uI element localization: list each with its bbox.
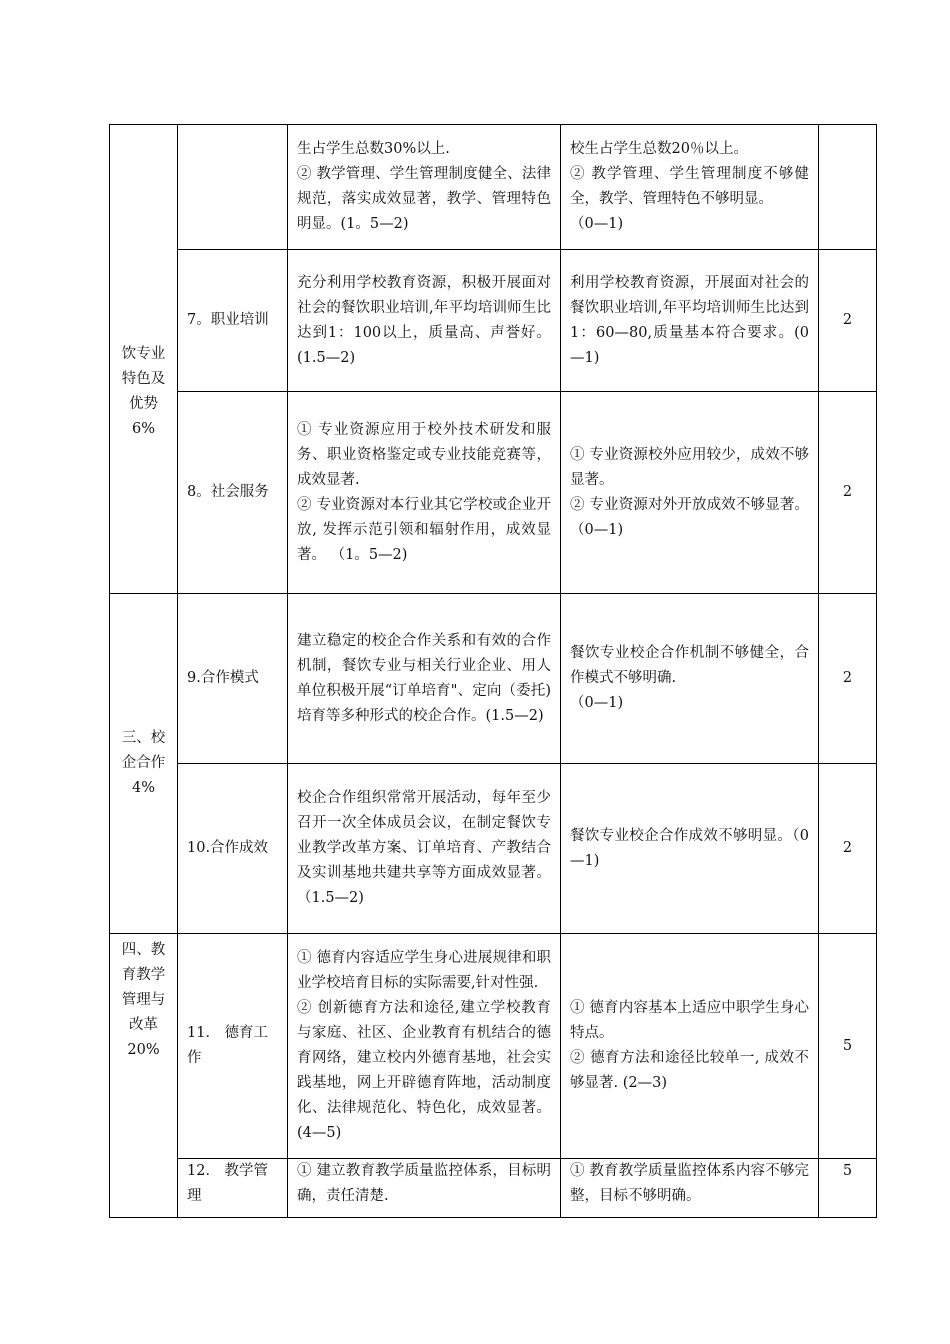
category-cell <box>110 125 178 594</box>
item-cell: 12． 教学管理 <box>178 1159 288 1218</box>
category-cell <box>110 594 178 934</box>
item-cell: 7。职业培训 <box>178 250 288 392</box>
standard-b-cell: 校生占学生总数20％以上。 ② 教学管理、学生管理制度不够健全，教学、管理特色不够明显。 （0—1) <box>561 125 819 250</box>
standard-b-cell: ① 德育内容基本上适应中职学生身心特点。 ② 德育方法和途径比较单一, 成效不够显著. (2—3) <box>561 934 819 1159</box>
standard-a-cell: ① 建立教育教学质量监控体系，目标明确，责任清楚. <box>288 1159 561 1218</box>
table-row <box>110 125 877 250</box>
standard-b-cell: ① 教育教学质量监控体系内容不够完整，目标不够明确。 <box>561 1159 819 1218</box>
item-cell: 10.合作成效 <box>178 764 288 934</box>
evaluation-table <box>109 124 877 1218</box>
score-cell: 2 <box>819 250 877 392</box>
item-cell: 11． 德育工作 <box>178 934 288 1159</box>
table-row <box>110 1159 877 1218</box>
category-label: 三、校 企合作 4% <box>121 730 166 796</box>
standard-a-cell: ① 专业资源应用于校外技术研发和服务、职业资格鉴定或专业技能竞赛等，成效显著. ② 专业资源对本行业其它学校或企业开放, 发挥示范引领和辐射作用，成效显著。 （1。5—2) <box>288 392 561 594</box>
standard-a-cell: 充分利用学校教育资源，积极开展面对社会的餐饮职业培训,年平均培训师生比达到1：100以上，质量高、声誉好。(1.5—2) <box>288 250 561 392</box>
standard-a-cell: 建立稳定的校企合作关系和有效的合作机制，餐饮专业与相关行业企业、用人单位积极开展“订单培育"、定向（委托)培育等多种形式的校企合作。(1.5—2) <box>288 594 561 764</box>
standard-a-cell: ① 德育内容适应学生身心进展规律和职业学校培育目标的实际需要,针对性强. ② 创新德育方法和途径,建立学校教育与家庭、社区、企业教育有机结合的德育网络，建立校内外德育基地，社会实践基地，网上开辟德育阵地，活动制度化、法律规范化、特色化，成效显著。(4—5) <box>288 934 561 1159</box>
table-row <box>110 392 877 594</box>
score-cell: 2 <box>819 392 877 594</box>
standard-b-cell: 餐饮专业校企合作机制不够健全，合作模式不够明确. （0—1) <box>561 594 819 764</box>
standard-a-cell: 生占学生总数30%以上. ② 教学管理、学生管理制度健全、法律规范，落实成效显著，教学、管理特色明显。(1。5—2) <box>288 125 561 250</box>
score-cell: 5 <box>819 1159 877 1218</box>
standard-b-cell: ① 专业资源校外应用较少，成效不够显著。 ② 专业资源对外开放成效不够显著。（0—1) <box>561 392 819 594</box>
item-cell <box>178 125 288 250</box>
category-label: 四、教 育教学 管理与 改革 20% <box>121 942 166 1058</box>
item-cell: 8。社会服务 <box>178 392 288 594</box>
category-cell <box>110 934 178 1218</box>
standard-b-cell: 餐饮专业校企合作成效不够明显。（0—1) <box>561 764 819 934</box>
table-row <box>110 250 877 392</box>
score-cell <box>819 125 877 250</box>
table-row <box>110 594 877 764</box>
table-row <box>110 764 877 934</box>
category-label: 饮专业 特色及 优势 6% <box>121 345 166 437</box>
item-cell: 9.合作模式 <box>178 594 288 764</box>
score-cell: 2 <box>819 594 877 764</box>
standard-b-cell: 利用学校教育资源，开展面对社会的餐饮职业培训,年平均培训师生比达到1：60—80,质量基本符合要求。(0—1) <box>561 250 819 392</box>
score-cell: 5 <box>819 934 877 1159</box>
standard-a-cell: 校企合作组织常常开展活动，每年至少召开一次全体成员会议，在制定餐饮专业教学改革方案、订单培育、产教结合及实训基地共建共享等方面成效显著。（1.5—2) <box>288 764 561 934</box>
score-cell: 2 <box>819 764 877 934</box>
table-row <box>110 934 877 1159</box>
